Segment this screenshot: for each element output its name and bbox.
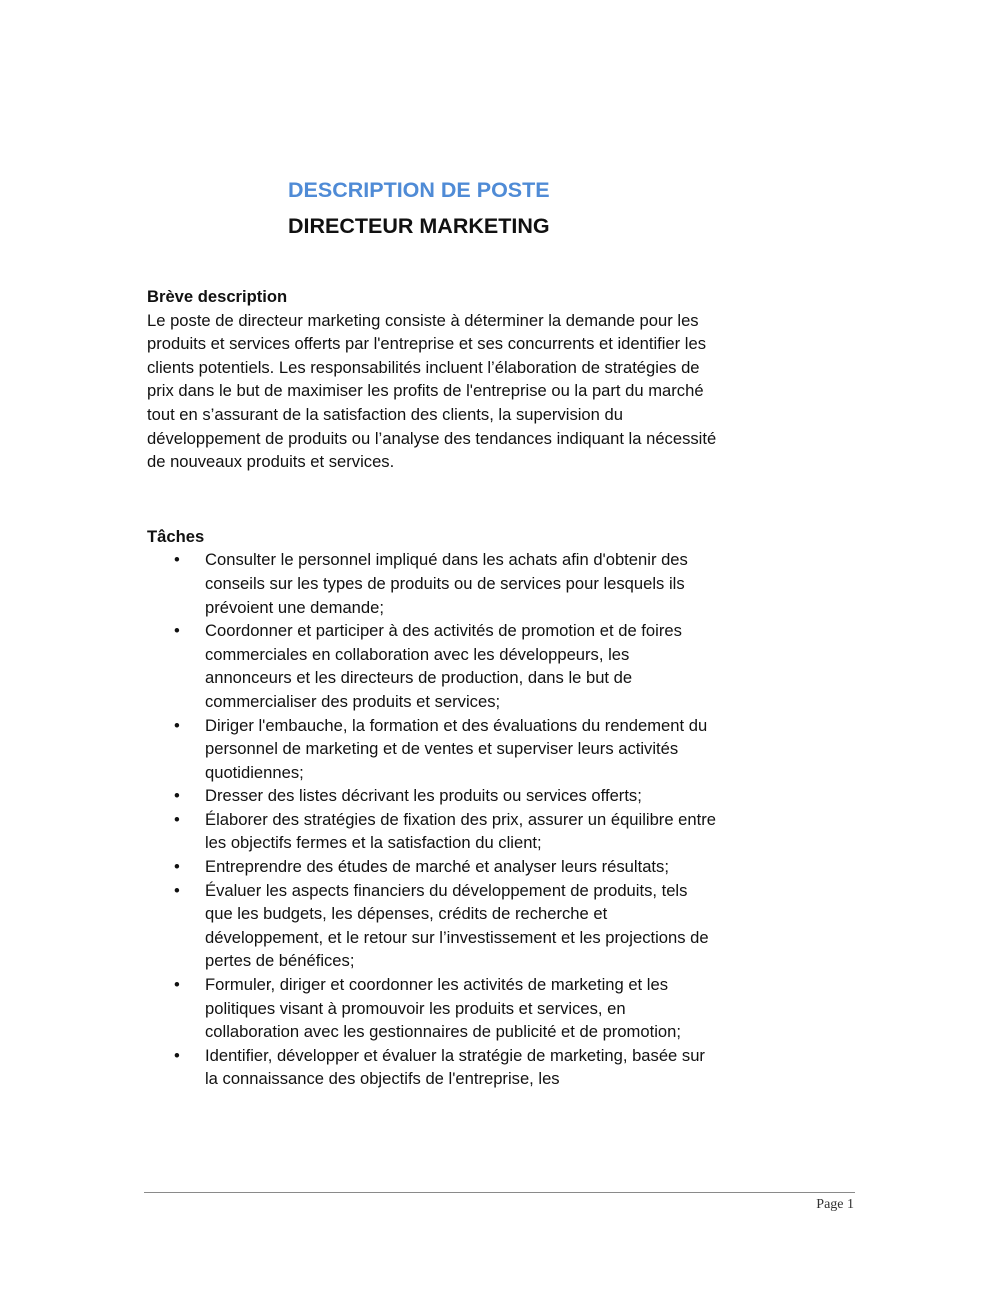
- list-item: [147, 548, 717, 619]
- task-text: Formuler, diriger et coordonner les activités de marketing et les politiques visant à promouvoir les produits et services, en collaboration avec les gestionnaires de publicité et de promotion;: [205, 975, 681, 1042]
- task-text: Entreprendre des études de marché et analyser leurs résultats;: [205, 857, 669, 877]
- task-text: Coordonner et participer à des activités de promotion et de foires commerciales en collaboration avec les développeurs, les annonceurs et les directeurs de production, dans le but de commercialiser des produits et services;: [205, 621, 682, 711]
- list-item: [147, 879, 717, 973]
- bullet-icon: •: [174, 880, 180, 900]
- list-item: [147, 784, 717, 808]
- bullet-icon: •: [174, 715, 180, 735]
- document-title: DIRECTEUR MARKETING: [288, 214, 550, 238]
- bullet-icon: •: [174, 786, 180, 806]
- task-text: Dresser des listes décrivant les produits ou services offerts;: [205, 786, 642, 806]
- list-item: [147, 855, 717, 879]
- bullet-icon: •: [174, 550, 180, 570]
- bullet-icon: •: [174, 975, 180, 995]
- tasks-heading: Tâches: [147, 526, 205, 546]
- summary-section: [147, 285, 717, 474]
- summary-text: Le poste de directeur marketing consiste à déterminer la demande pour les produits et services offerts par l'entreprise et ses concurrents et identifier les clients potentiels. Les responsabilités incluent l’élaboration de stratégies de prix dans le but de maximiser les profits de l'entreprise ou la part du marché tout en s’assurant de la satisfaction des clients, la supervision du développement de produits ou l’analyse des tendances indiquant la nécessité de nouveaux produits et services.: [147, 310, 717, 472]
- summary-heading: Brève description: [147, 287, 288, 306]
- document-kind-heading: DESCRIPTION DE POSTE: [288, 178, 550, 202]
- tasks-section: [147, 525, 717, 1091]
- bullet-icon: •: [174, 809, 180, 829]
- task-text: Élaborer des stratégies de fixation des prix, assurer un équilibre entre les objectifs fermes et la satisfaction du client;: [205, 809, 716, 853]
- task-text: Identifier, développer et évaluer la stratégie de marketing, basée sur la connaissance des objectifs de l'entreprise, les: [205, 1045, 705, 1089]
- task-text: Consulter le personnel impliqué dans les achats afin d'obtenir des conseils sur les types de produits ou de services pour lesquels ils prévoient une demande;: [205, 550, 688, 617]
- list-item: [147, 808, 717, 855]
- bullet-icon: •: [174, 621, 180, 641]
- list-item: [147, 714, 717, 785]
- list-item: [147, 973, 717, 1044]
- task-text: Évaluer les aspects financiers du développement de produits, tels que les budgets, les dépenses, crédits de recherche et développement, et le retour sur l’investissement et les projections de pertes de bénéfices;: [205, 880, 709, 971]
- tasks-list: [147, 548, 717, 1091]
- list-item: [147, 619, 717, 713]
- bullet-icon: •: [174, 1045, 180, 1065]
- title-block: [288, 176, 550, 240]
- list-item: [147, 1044, 717, 1091]
- page-number: Page 1: [816, 1197, 854, 1212]
- document-body: [147, 285, 717, 1091]
- bullet-icon: •: [174, 857, 180, 877]
- task-text: Diriger l'embauche, la formation et des évaluations du rendement du personnel de marketing et de ventes et superviser leurs activités quotidiennes;: [205, 715, 708, 782]
- footer-divider: [144, 1192, 855, 1193]
